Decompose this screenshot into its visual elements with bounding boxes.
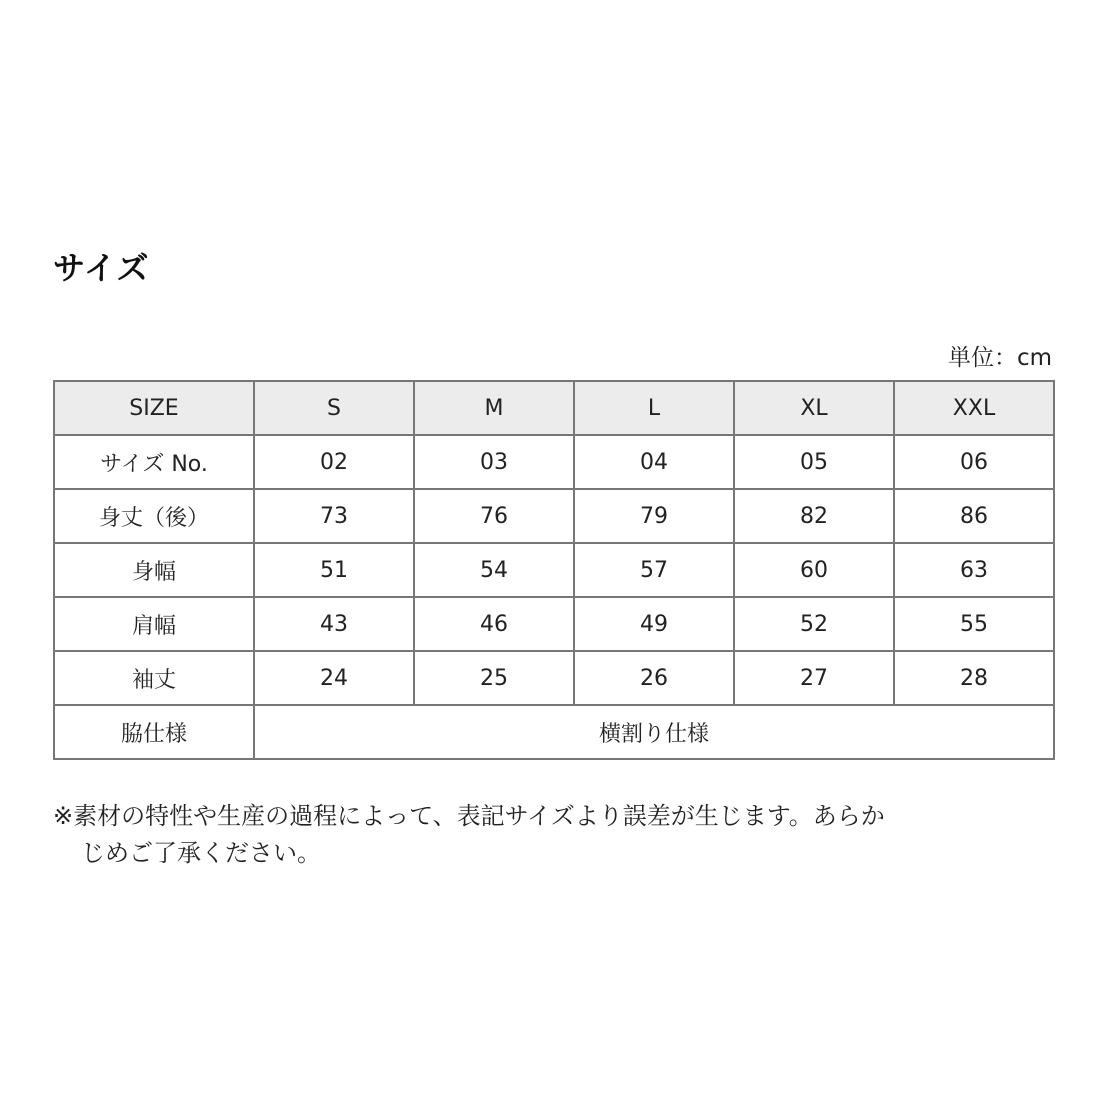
table-cell: 60 (734, 543, 894, 597)
table-cell: 79 (574, 489, 734, 543)
header-cell: XXL (894, 381, 1054, 435)
row-label: 脇仕様 (54, 705, 254, 759)
header-cell: S (254, 381, 414, 435)
row-label: 袖丈 (54, 651, 254, 705)
table-cell: 73 (254, 489, 414, 543)
table-row (54, 435, 1054, 489)
table-cell: 52 (734, 597, 894, 651)
table-row (54, 489, 1054, 543)
table-cell: 43 (254, 597, 414, 651)
table-row (54, 543, 1054, 597)
note-line: ※素材の特性や生産の過程によって、表記サイズより誤差が生じます。あらか (53, 802, 885, 830)
table-cell: 05 (734, 435, 894, 489)
header-cell: SIZE (54, 381, 254, 435)
row-label: 肩幅 (54, 597, 254, 651)
table-cell: 06 (894, 435, 1054, 489)
table-cell: 02 (254, 435, 414, 489)
side-spec-cell: 横割り仕様 (254, 705, 1054, 759)
table-cell: 54 (414, 543, 574, 597)
note-line: じめご了承ください。 (81, 839, 321, 867)
table-cell: 27 (734, 651, 894, 705)
header-cell: XL (734, 381, 894, 435)
table-cell: 04 (574, 435, 734, 489)
table-cell: 26 (574, 651, 734, 705)
page-title: サイズ (53, 249, 150, 287)
table-cell: 86 (894, 489, 1054, 543)
header-cell: M (414, 381, 574, 435)
row-label: 身幅 (54, 543, 254, 597)
header-row (54, 381, 1054, 435)
table-cell: 82 (734, 489, 894, 543)
table-cell: 28 (894, 651, 1054, 705)
row-label: 身丈（後） (54, 489, 254, 543)
table-cell: 63 (894, 543, 1054, 597)
table-cell: 51 (254, 543, 414, 597)
table-cell: 25 (414, 651, 574, 705)
size-table (53, 380, 1055, 760)
table-cell: 57 (574, 543, 734, 597)
header-cell: L (574, 381, 734, 435)
size-note (53, 798, 1053, 872)
table-cell: 46 (414, 597, 574, 651)
table-row (54, 651, 1054, 705)
table-cell: 49 (574, 597, 734, 651)
table-cell: 24 (254, 651, 414, 705)
table-cell: 76 (414, 489, 574, 543)
unit-label: 単位：cm (947, 345, 1052, 371)
table-cell: 03 (414, 435, 574, 489)
table-row (54, 705, 1054, 759)
table-row (54, 597, 1054, 651)
table-cell: 55 (894, 597, 1054, 651)
row-label: サイズ No. (54, 435, 254, 489)
